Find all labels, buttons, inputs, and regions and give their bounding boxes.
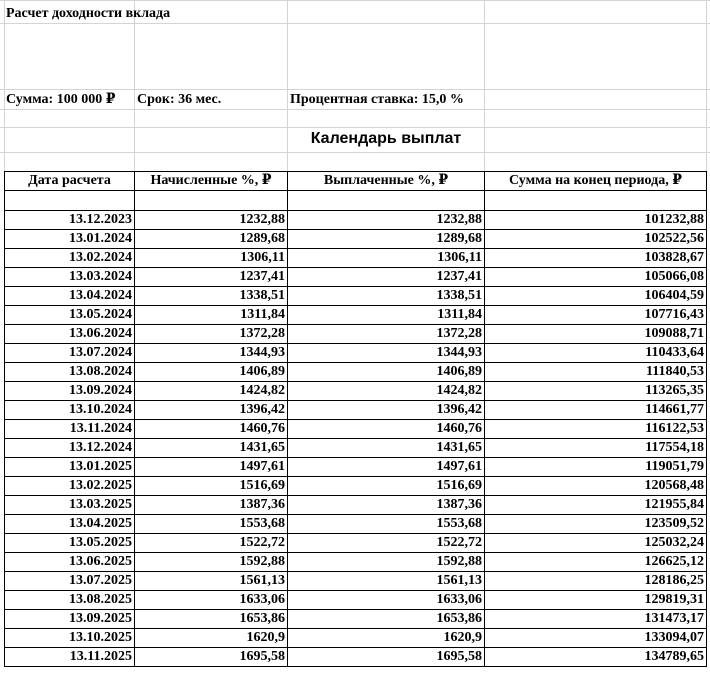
balance-cell[interactable]: 128186,25 <box>485 572 707 591</box>
date-cell[interactable]: 13.07.2024 <box>5 344 135 363</box>
paid-cell[interactable]: 1344,93 <box>288 344 485 363</box>
paid-cell[interactable]: 1497,61 <box>288 458 485 477</box>
paid-cell[interactable]: 1460,76 <box>288 420 485 439</box>
date-cell[interactable]: 13.11.2024 <box>5 420 135 439</box>
date-cell[interactable]: 13.03.2025 <box>5 496 135 515</box>
accrued-cell[interactable]: 1516,69 <box>135 477 288 496</box>
table-row <box>5 553 707 572</box>
table-row <box>5 325 707 344</box>
date-cell[interactable]: 13.11.2025 <box>5 648 135 667</box>
table-row <box>5 211 707 230</box>
date-cell[interactable]: 13.07.2025 <box>5 572 135 591</box>
date-cell[interactable]: 13.01.2025 <box>5 458 135 477</box>
accrued-cell[interactable]: 1344,93 <box>135 344 288 363</box>
balance-cell[interactable]: 114661,77 <box>485 401 707 420</box>
paid-cell[interactable]: 1289,68 <box>288 230 485 249</box>
gridline <box>484 0 485 193</box>
table-row <box>5 629 707 648</box>
date-cell[interactable]: 13.03.2024 <box>5 268 135 287</box>
table-header-row <box>5 172 707 191</box>
gridline <box>0 89 710 90</box>
balance-cell[interactable]: 131473,17 <box>485 610 707 629</box>
paid-cell[interactable]: 1338,51 <box>288 287 485 306</box>
balance-cell[interactable]: 109088,71 <box>485 325 707 344</box>
date-cell[interactable]: 13.08.2025 <box>5 591 135 610</box>
balance-cell[interactable]: 117554,18 <box>485 439 707 458</box>
calendar-title[interactable]: Календарь выплат <box>310 130 462 147</box>
date-cell[interactable]: 13.12.2023 <box>5 211 135 230</box>
gridline <box>0 23 710 24</box>
col-header-balance[interactable]: Сумма на конец периода, ₽ <box>485 172 707 191</box>
balance-cell[interactable]: 113265,35 <box>485 382 707 401</box>
accrued-cell[interactable]: 1406,89 <box>135 363 288 382</box>
gridline <box>4 0 5 193</box>
paid-cell[interactable]: 1372,28 <box>288 325 485 344</box>
date-cell[interactable]: 13.04.2025 <box>5 515 135 534</box>
balance-cell[interactable]: 106404,59 <box>485 287 707 306</box>
paid-cell[interactable]: 1431,65 <box>288 439 485 458</box>
table-row <box>5 610 707 629</box>
balance-cell[interactable]: 102522,56 <box>485 230 707 249</box>
accrued-cell[interactable]: 1232,88 <box>135 211 288 230</box>
gridline <box>706 0 707 193</box>
date-cell[interactable]: 13.12.2024 <box>5 439 135 458</box>
balance-cell[interactable]: 123509,52 <box>485 515 707 534</box>
paid-cell[interactable]: 1620,9 <box>288 629 485 648</box>
paid-cell[interactable]: 1522,72 <box>288 534 485 553</box>
balance-cell[interactable]: 120568,48 <box>485 477 707 496</box>
date-cell[interactable]: 13.02.2025 <box>5 477 135 496</box>
accrued-cell[interactable]: 1387,36 <box>135 496 288 515</box>
paid-cell[interactable]: 1311,84 <box>288 306 485 325</box>
table-row <box>5 648 707 667</box>
table-row <box>5 268 707 287</box>
paid-cell[interactable]: 1561,13 <box>288 572 485 591</box>
gridline <box>0 152 710 153</box>
date-cell[interactable]: 13.08.2024 <box>5 363 135 382</box>
balance-cell[interactable]: 119051,79 <box>485 458 707 477</box>
balance-cell[interactable]: 110433,64 <box>485 344 707 363</box>
table-row <box>5 515 707 534</box>
balance-cell[interactable]: 133094,07 <box>485 629 707 648</box>
date-cell[interactable]: 13.04.2024 <box>5 287 135 306</box>
table-row <box>5 344 707 363</box>
date-cell[interactable]: 13.02.2024 <box>5 249 135 268</box>
table-row <box>5 306 707 325</box>
date-cell[interactable]: 13.10.2024 <box>5 401 135 420</box>
paid-cell[interactable]: 1237,41 <box>288 268 485 287</box>
balance-cell[interactable]: 121955,84 <box>485 496 707 515</box>
table-cell[interactable] <box>288 191 485 211</box>
accrued-cell[interactable]: 1620,9 <box>135 629 288 648</box>
table-row <box>5 401 707 420</box>
paid-cell[interactable]: 1396,42 <box>288 401 485 420</box>
table-row <box>5 477 707 496</box>
table-row <box>5 363 707 382</box>
table-row <box>5 591 707 610</box>
date-cell[interactable]: 13.10.2025 <box>5 629 135 648</box>
paid-cell[interactable]: 1424,82 <box>288 382 485 401</box>
paid-cell[interactable]: 1516,69 <box>288 477 485 496</box>
gridline <box>134 0 135 193</box>
table-spacer-row <box>5 191 707 211</box>
balance-cell[interactable]: 105066,08 <box>485 268 707 287</box>
amount-cell[interactable]: Сумма: 100 000 ₽ <box>6 92 116 107</box>
balance-cell[interactable]: 111840,53 <box>485 363 707 382</box>
table-row <box>5 572 707 591</box>
gridline <box>287 0 288 193</box>
balance-cell[interactable]: 125032,24 <box>485 534 707 553</box>
table-row <box>5 496 707 515</box>
table-row <box>5 439 707 458</box>
paid-cell[interactable]: 1406,89 <box>288 363 485 382</box>
col-header-accrued[interactable]: Начисленные %, ₽ <box>135 172 288 191</box>
accrued-cell[interactable]: 1633,06 <box>135 591 288 610</box>
paid-cell[interactable]: 1387,36 <box>288 496 485 515</box>
table-cell[interactable] <box>5 191 135 211</box>
gridline <box>0 127 710 128</box>
table-cell[interactable] <box>135 191 288 211</box>
balance-cell[interactable]: 126625,12 <box>485 553 707 572</box>
paid-cell[interactable]: 1553,68 <box>288 515 485 534</box>
col-header-date[interactable]: Дата расчета <box>5 172 135 191</box>
balance-cell[interactable]: 129819,31 <box>485 591 707 610</box>
accrued-cell[interactable]: 1306,11 <box>135 249 288 268</box>
paid-cell[interactable]: 1633,06 <box>288 591 485 610</box>
date-cell[interactable]: 13.05.2024 <box>5 306 135 325</box>
rate-cell[interactable]: Процентная ставка: 15,0 % <box>290 92 464 107</box>
balance-cell[interactable]: 116122,53 <box>485 420 707 439</box>
paid-cell[interactable]: 1592,88 <box>288 553 485 572</box>
date-cell[interactable]: 13.06.2024 <box>5 325 135 344</box>
term-cell[interactable]: Срок: 36 мес. <box>137 92 222 107</box>
accrued-cell[interactable]: 1695,58 <box>135 648 288 667</box>
date-cell[interactable]: 13.06.2025 <box>5 553 135 572</box>
accrued-cell[interactable]: 1431,65 <box>135 439 288 458</box>
table-row <box>5 287 707 306</box>
accrued-cell[interactable]: 1592,88 <box>135 553 288 572</box>
balance-cell[interactable]: 134789,65 <box>485 648 707 667</box>
accrued-cell[interactable]: 1424,82 <box>135 382 288 401</box>
table-row <box>5 230 707 249</box>
accrued-cell[interactable]: 1338,51 <box>135 287 288 306</box>
date-cell[interactable]: 13.05.2025 <box>5 534 135 553</box>
col-header-paid[interactable]: Выплаченные %, ₽ <box>288 172 485 191</box>
gridline <box>0 109 710 110</box>
date-cell[interactable]: 13.09.2024 <box>5 382 135 401</box>
accrued-cell[interactable]: 1497,61 <box>135 458 288 477</box>
paid-cell[interactable]: 1653,86 <box>288 610 485 629</box>
accrued-cell[interactable]: 1289,68 <box>135 230 288 249</box>
gridline <box>0 0 710 1</box>
accrued-cell[interactable]: 1372,28 <box>135 325 288 344</box>
paid-cell[interactable]: 1306,11 <box>288 249 485 268</box>
accrued-cell[interactable]: 1553,68 <box>135 515 288 534</box>
sheet-title[interactable]: Расчет доходности вклада <box>6 6 171 21</box>
accrued-cell[interactable]: 1237,41 <box>135 268 288 287</box>
table-row <box>5 458 707 477</box>
table-cell[interactable] <box>485 191 707 211</box>
table-row <box>5 534 707 553</box>
accrued-cell[interactable]: 1561,13 <box>135 572 288 591</box>
balance-cell[interactable]: 101232,88 <box>485 211 707 230</box>
accrued-cell[interactable]: 1653,86 <box>135 610 288 629</box>
balance-cell[interactable]: 103828,67 <box>485 249 707 268</box>
table-row <box>5 249 707 268</box>
accrued-cell[interactable]: 1522,72 <box>135 534 288 553</box>
paid-cell[interactable]: 1695,58 <box>288 648 485 667</box>
accrued-cell[interactable]: 1460,76 <box>135 420 288 439</box>
table-row <box>5 382 707 401</box>
table-row <box>5 420 707 439</box>
payment-calendar-table <box>4 171 707 667</box>
accrued-cell[interactable]: 1311,84 <box>135 306 288 325</box>
date-cell[interactable]: 13.01.2024 <box>5 230 135 249</box>
date-cell[interactable]: 13.09.2025 <box>5 610 135 629</box>
accrued-cell[interactable]: 1396,42 <box>135 401 288 420</box>
balance-cell[interactable]: 107716,43 <box>485 306 707 325</box>
paid-cell[interactable]: 1232,88 <box>288 211 485 230</box>
